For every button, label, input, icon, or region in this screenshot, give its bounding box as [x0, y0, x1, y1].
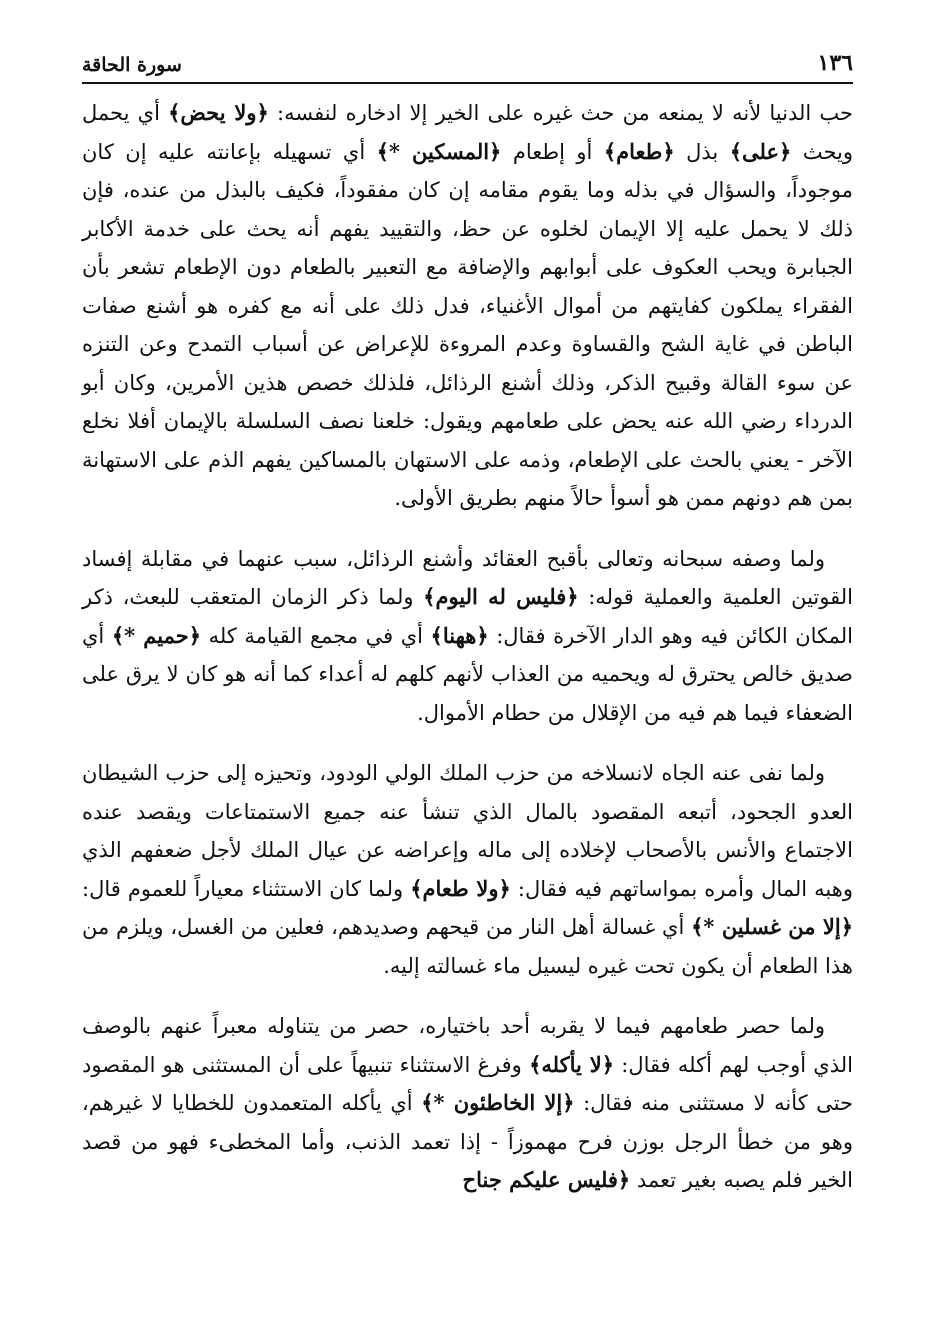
quran-quote: ﴿طعام﴾	[603, 138, 675, 164]
paragraph-1	[82, 94, 853, 518]
quran-quote: ﴿فليس عليكم جناح	[462, 1167, 631, 1192]
text-run: ولما ذكر الزمان المتعقب للبعث، ذكر المكان الكائن فيه وهو الدار الآخرة فقال:	[82, 585, 854, 648]
text-run: أي في مجمع القيامة كله	[201, 623, 431, 648]
quran-quote: ﴿المسكين *﴾	[376, 138, 502, 164]
page-header	[82, 36, 853, 84]
text-run: بذل	[674, 139, 730, 164]
quran-quote: ﴿فليس له اليوم﴾	[423, 584, 579, 609]
text-run: ولما نفى عنه الجاه لانسلاخه من حزب الملك الولي الودود، وتحيزه إلى حزب الشيطان العدو الجحود، أتبعه المقصود بالمال الذي تنشأ عنه جميع الاستمتاعات ويقصد عنده الاجتماع والأنس بالأصحاب لإخلاده إلى ماله وإعراضه عن عيال الملك لأجل ضعفهم الذي وهبه المال وأمره بمواساتهم فيه فقال:	[82, 761, 853, 901]
text-run: أي تسهيله بإعانته عليه إن كان موجوداً، والسؤال في بذله وما يقوم مقامه إن كان مفقوداً، فكيف بالبذل من عنده، فإن ذلك لا يحمل عليه إلا الإيمان لخلوه عن حظ، والتقييد يفهم أنه يحث على خدمة الأكابر الجبابرة ويحب العكوف على أبوابهم والإضافة مع التعبير بالطعام دون الإطعام تشعر بأن الفقراء يملكون كفايتهم من أموال الأغنياء، فدل ذلك على أنه مع كفره هو أشنع صفات الباطن في غاية الشح والقساوة وعدم المروءة للإعراض عن أسباب التمدح وعن التنزه عن سوء القالة وقبيح الذكر، وذلك أشنع الرذائل، فلذلك خصص هذين الأمرين، وكان أبو الدرداء رضي الله عنه يحض على طعامهم ويقول: خلعنا نصف السلسلة بالإيمان أفلا نخلع الآخر - يعني بالحث على الإطعام، وذمه على الاستهان بالمساكين يفهم الذم على الاستهانة بمن هم دونهم ممن هو أسوأ حالاً منهم بطريق الأولى.	[82, 139, 853, 510]
paragraph-2	[82, 540, 853, 733]
quran-quote: ﴿ههنا﴾	[430, 622, 489, 648]
quran-quote: ﴿حميم *﴾	[111, 622, 202, 648]
page-body	[82, 94, 853, 1222]
text-run: ولما وصفه سبحانه وتعالى بأقبح العقائد وأشنع الرذائل، سبب عنهما في مقابلة إفساد القوتين العلمية والعملية قوله:	[82, 546, 853, 609]
quran-quote: ﴿إلا الخاطئون *﴾	[421, 1090, 575, 1115]
paragraph-4	[82, 1007, 853, 1200]
text-run: أي يأكله المتعمدون للخطايا لا غيرهم، وهو من خطأ الرجل بوزن فرح مهموزاً - إذا تعمد الذنب، وأما المخطىء فهو من قصد الخير فلم يصبه بغير تعمد	[82, 1091, 853, 1192]
quran-quote: ﴿على﴾	[729, 138, 792, 164]
quran-quote: ﴿لا يأكله﴾	[529, 1051, 614, 1077]
page-number: ١٣٦	[817, 50, 853, 76]
text-run: ولما حصر طعامهم فيما لا يقربه أحد باختياره، حصر من يتناوله معبراً عنهم بالوصف الذي أوجب لهم أكله فقال:	[82, 1014, 853, 1077]
quran-quote: ﴿ولا طعام﴾	[410, 875, 511, 901]
surah-title: سورة الحاقة	[82, 54, 182, 76]
text-run: أي صديق خالص يحترق له ويحميه من العذاب لأنهم كلهم له أعداء كما أنه هو كان لا يرق على الضعفاء فيما هم فيه من الإقلال من حطام الأموال.	[82, 623, 853, 725]
text-run: أو إطعام	[501, 139, 604, 164]
text-run: ولما كان الاستثناء معياراً للعموم قال:	[82, 876, 411, 901]
paragraph-3	[82, 754, 853, 985]
text-run: حب الدنيا لأنه لا يمنعه من حث غيره على الخير إلا ادخاره لنفسه:	[268, 101, 854, 125]
quran-quote: ﴿إلا من غسلين *﴾	[691, 914, 853, 939]
text-run: وفرغ الاستثناء تنبيهاً على أن المستثنى هو المقصود حتى كأنه لا مستثنى منه فقال:	[82, 1052, 853, 1115]
text-run: أي يحمل ويحث	[82, 101, 853, 164]
text-run: أي غسالة أهل النار من قيحهم وصديدهم، فعلين من الغسل، ويلزم من هذا الطعام أن يكون تحت غيره ليسيل ماء غسالته إليه.	[82, 915, 853, 978]
quran-quote: ﴿ولا يحض﴾	[168, 100, 269, 125]
